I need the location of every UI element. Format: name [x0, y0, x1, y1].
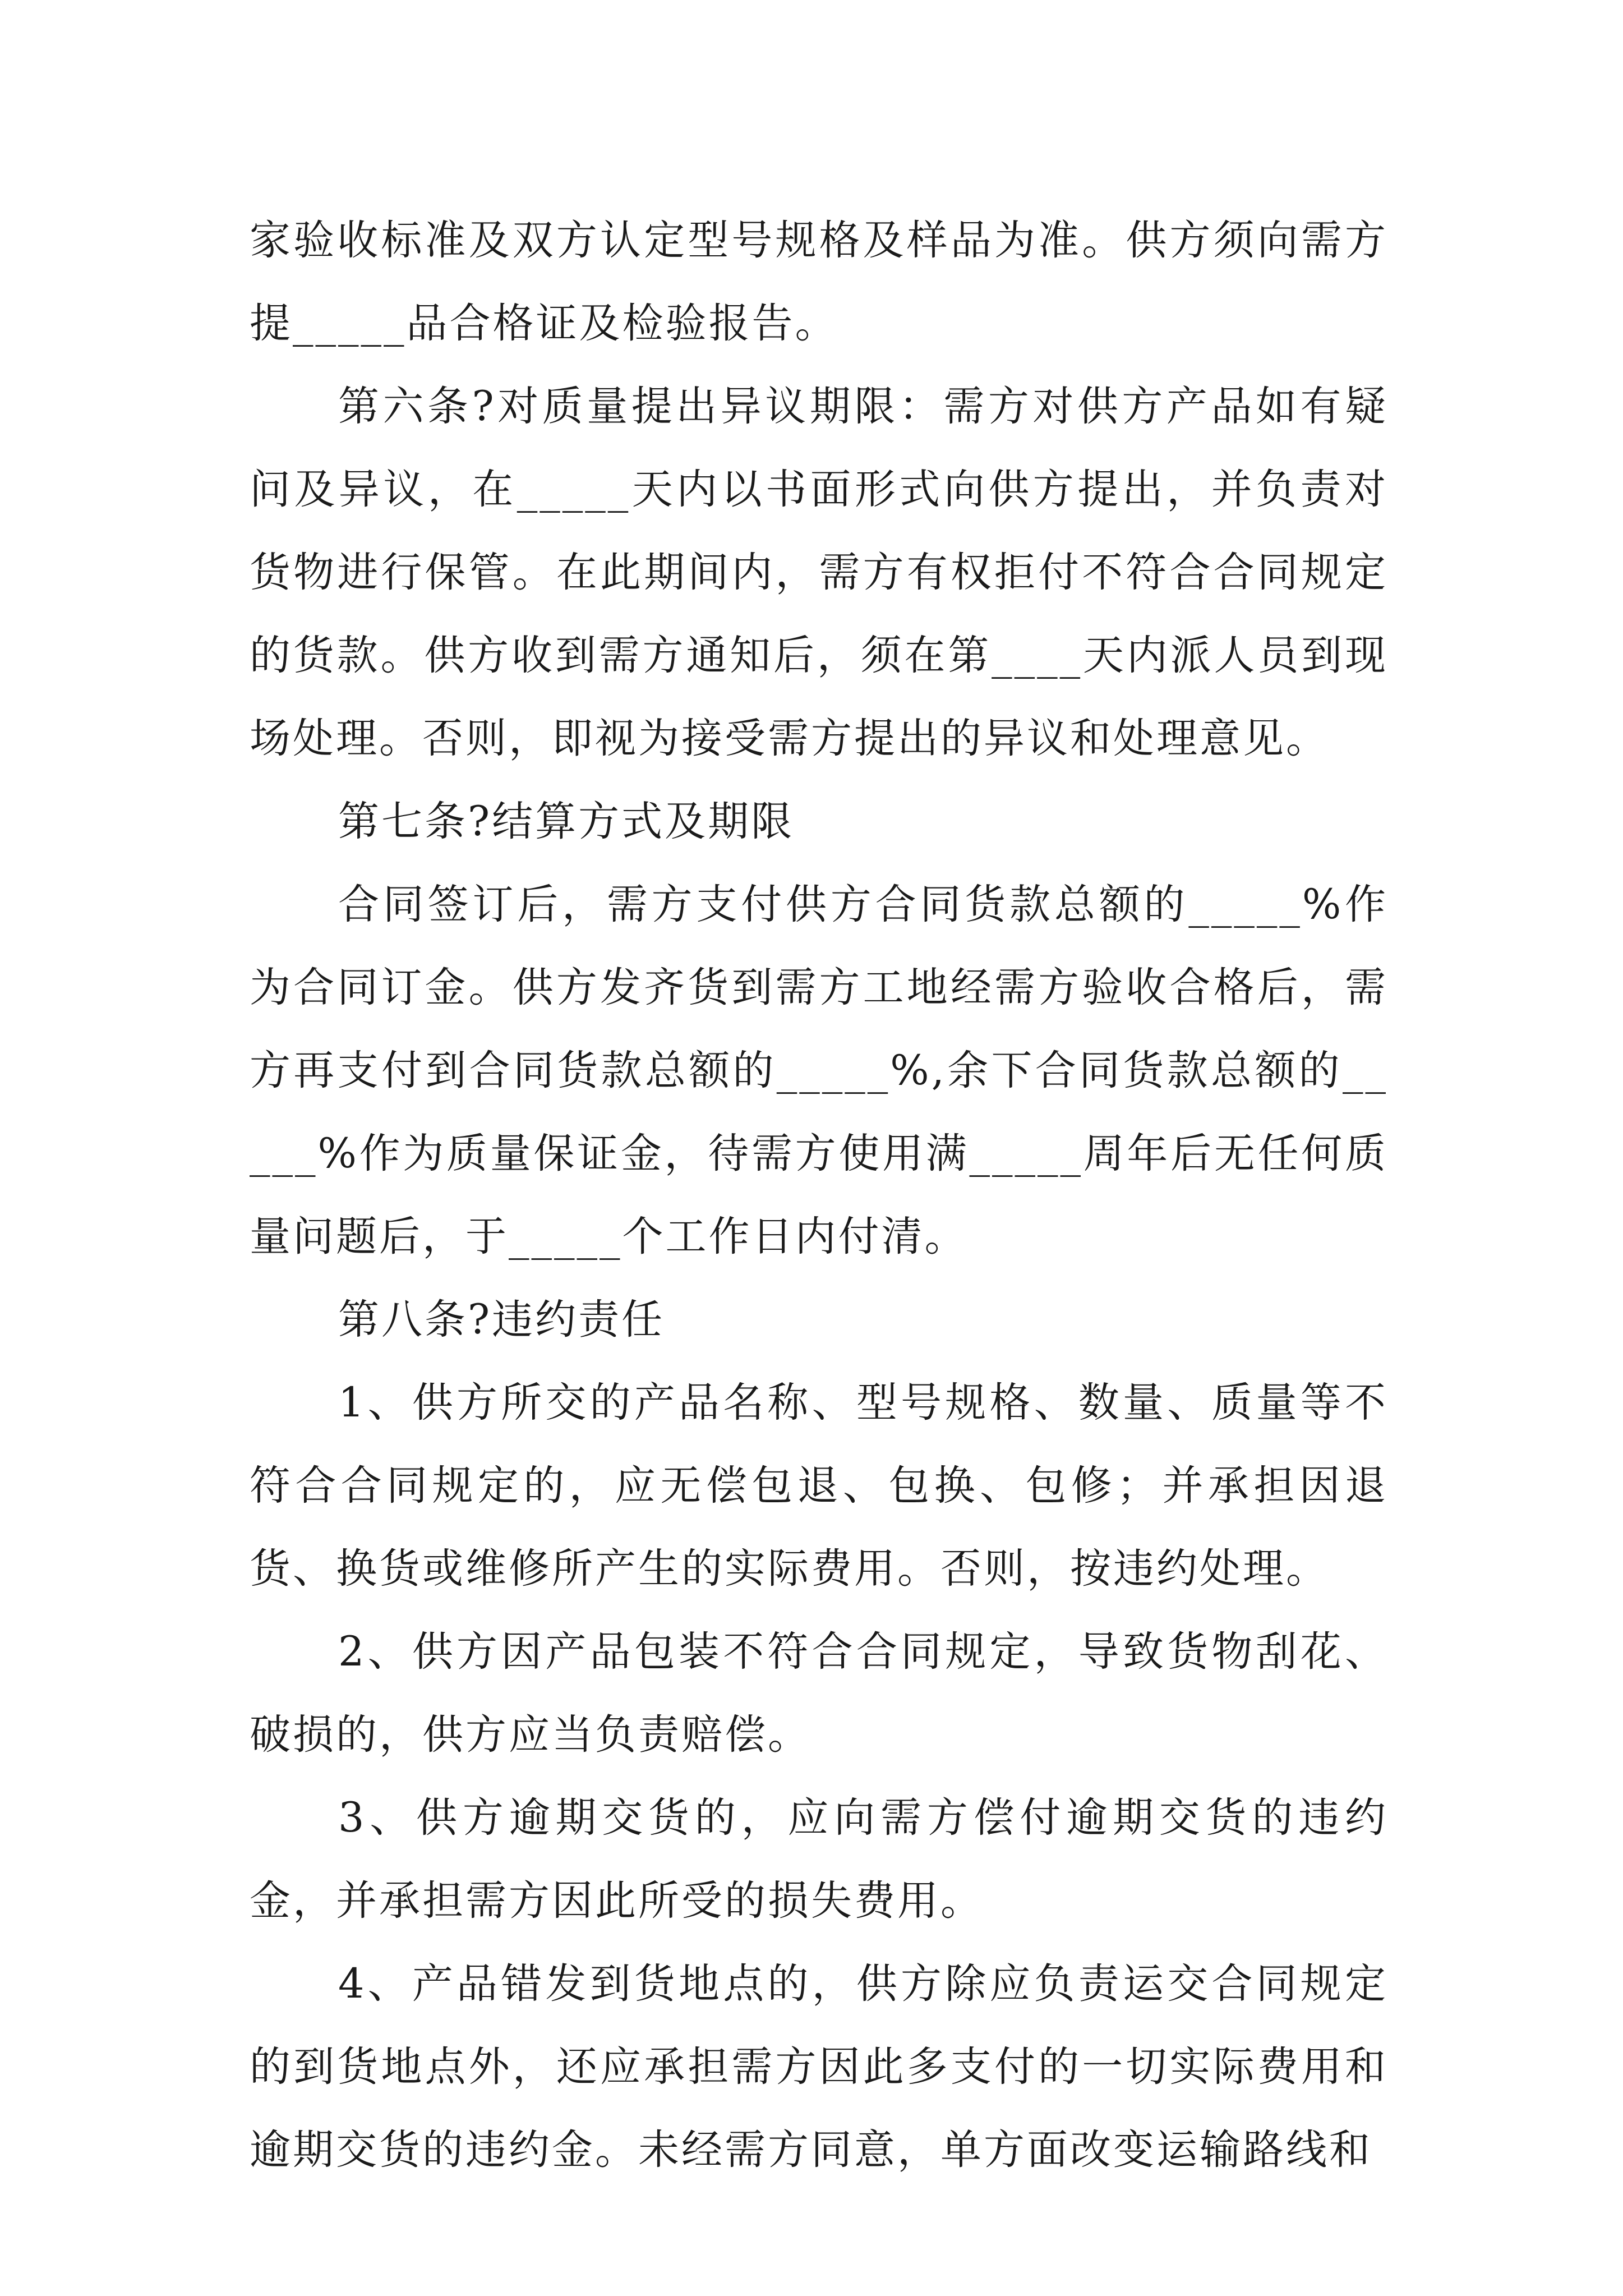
heading-article-8-liability: 第八条?违约责任	[338, 1296, 665, 1343]
heading-article-7-settlement: 第七条?结算方式及期限	[338, 798, 795, 845]
paragraph-liability-item-3: 3、供方逾期交货的，应向需方偿付逾期交货的违约金，并承担需方因此所受的损失费用。	[250, 1794, 1388, 1925]
paragraph-liability-item-2: 2、供方因产品包装不符合合同规定，导致货物刮花、破损的，供方应当负责赔偿。	[250, 1628, 1388, 1759]
paragraph-acceptance-standard: 家验收标准及双方认定型号规格及样品为准。供方须向需方提_____品合格证及检验报告。	[250, 217, 1388, 347]
paragraph-article-7-payment-terms: 合同签订后，需方支付供方合同货款总额的_____%作为合同订金。供方发齐货到需方工地经需方验收合格后，需方再支付到合同货款总额的_____%,余下合同货款总额的_____%作为质量保证金，待需方使用满_____周年后无任何质量问题后，于_____个工作日内付清。	[250, 881, 1388, 1260]
paragraph-article-6-quality-objection: 第六条?对质量提出异议期限：需方对供方产品如有疑问及异议，在_____天内以书面形式向供方提出，并负责对货物进行保管。在此期间内，需方有权拒付不符合合同规定的货款。供方收到需方通知后，须在第____天内派人员到现场处理。否则，即视为接受需方提出的异议和处理意见。	[250, 383, 1388, 762]
document-body	[250, 199, 1388, 2192]
paragraph-liability-item-4: 4、产品错发到货地点的，供方除应负责运交合同规定的到货地点外，还应承担需方因此多支付的一切实际费用和逾期交货的违约金。未经需方同意，单方面改变运输路线和	[250, 1960, 1388, 2174]
paragraph-liability-item-1: 1、供方所交的产品名称、型号规格、数量、质量等不符合合同规定的，应无偿包退、包换、包修；并承担因退货、换货或维修所产生的实际费用。否则，按违约处理。	[250, 1379, 1388, 1593]
